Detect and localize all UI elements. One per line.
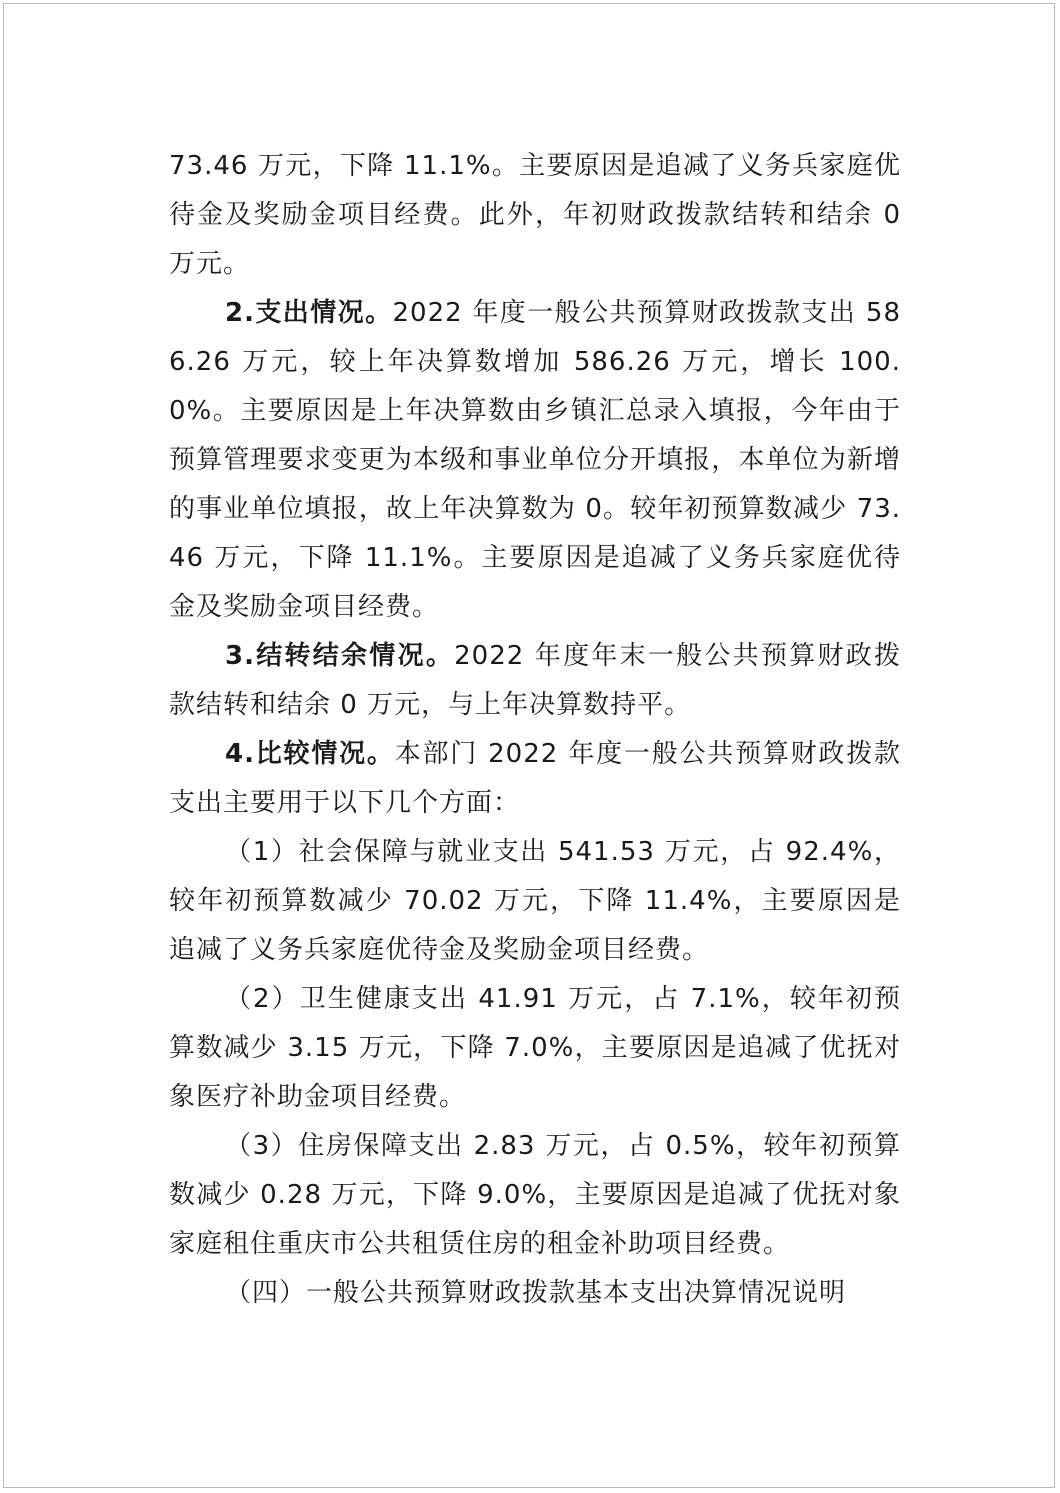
- list-item-health: [169, 975, 901, 1122]
- document-body: [169, 142, 901, 1318]
- paragraph-text: 2022 年度年末一般公共预算财政拨款结转和结余 0 万元，与上年决算数持平。: [169, 641, 902, 720]
- paragraph-lead-carryover: 3.结转结余情况。: [225, 641, 455, 671]
- paragraph-text: （1）社会保障与就业支出 541.53 万元，占 92.4%，较年初预算数减少 70.02 万元，下降 11.4%，主要原因是追减了义务兵家庭优待金及奖励金项目经费。: [169, 837, 901, 965]
- paragraph-text: 73.46 万元，下降 11.1%。主要原因是追减了义务兵家庭优待金及奖励金项目经费。此外，年初财政拨款结转和结余 0 万元。: [169, 151, 901, 279]
- list-item-social-security: [169, 828, 901, 975]
- paragraph-carryover: [169, 632, 901, 730]
- section-heading: （四）一般公共预算财政拨款基本支出决算情况说明: [225, 1278, 847, 1308]
- paragraph-text: （2）卫生健康支出 41.91 万元，占 7.1%，较年初预算数减少 3.15 万元，下降 7.0%，主要原因是追减了优抚对象医疗补助金项目经费。: [169, 984, 901, 1112]
- document-page: [3, 3, 1055, 1488]
- paragraph-expenditure: [169, 289, 901, 632]
- paragraph-text: 2022 年度一般公共预算财政拨款支出 586.26 万元，较上年决算数增加 586.26 万元，增长 100.0%。主要原因是上年决算数由乡镇汇总录入填报，今年由于预算管理要求变更为本级和事业单位分开填报，本单位为新增的事业单位填报，故上年决算数为 0。较年初预算数减少 73.46 万元，下降 11.1%。主要原因是追减了义务兵家庭优待金及奖励金项目经费。: [169, 298, 901, 622]
- paragraph-lead-expenditure: 2.支出情况。: [225, 298, 393, 328]
- paragraph-text: （3）住房保障支出 2.83 万元，占 0.5%，较年初预算数减少 0.28 万元，下降 9.0%，主要原因是追减了优抚对象家庭租住重庆市公共租赁住房的租金补助项目经费。: [169, 1131, 901, 1259]
- paragraph-text: 本部门 2022 年度一般公共预算财政拨款支出主要用于以下几个方面：: [169, 739, 902, 818]
- list-item-housing: [169, 1122, 901, 1269]
- paragraph-comparison: [169, 730, 901, 828]
- paragraph-lead-comparison: 4.比较情况。: [225, 739, 395, 769]
- paragraph-budget-decrease-continued: [169, 142, 901, 289]
